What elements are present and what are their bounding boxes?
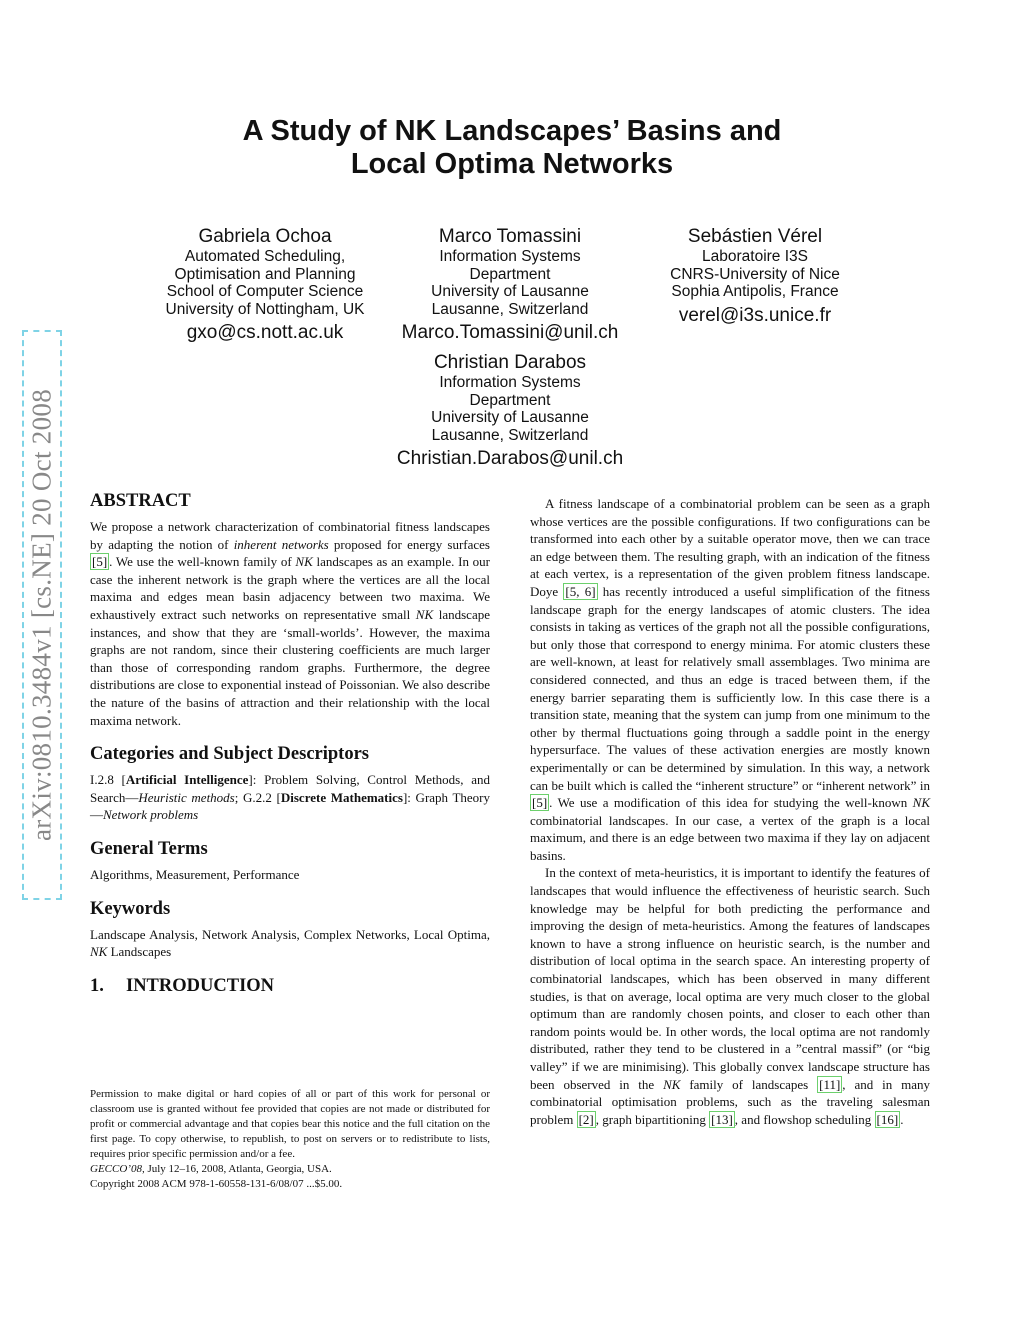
- abstract-section: [90, 490, 490, 729]
- author-email: gxo@cs.nott.ac.uk: [186, 322, 344, 344]
- author-affiliation: Department: [469, 265, 551, 283]
- author-affiliation: University of Lausanne: [431, 283, 589, 301]
- introduction-heading: [90, 975, 490, 997]
- author-name: Gabriela Ochoa: [198, 226, 332, 247]
- right-column: [530, 495, 930, 1128]
- author-affiliation: Lausanne, Switzerland: [431, 300, 589, 318]
- keywords-text: Landscape Analysis, Network Analysis, Complex Networks, Local Optima, NK Landscapes: [90, 926, 490, 960]
- categories-text: I.2.8 [Artificial Intelligence]: Problem Solving, Control Methods, and Search—Heuristic methods; G.2.2 [Discrete Mathematics]: Graph Theory—Network problems: [90, 772, 490, 823]
- permission-notice: [90, 1087, 490, 1192]
- citation-link[interactable]: [5]: [532, 795, 548, 811]
- title-line-2: Local Optima Networks: [350, 148, 674, 180]
- author-affiliation: Sophia Antipolis, France: [671, 283, 839, 301]
- author-block-verel: [640, 226, 870, 327]
- permission-text: Permission to make digital or hard copies of all or part of this work for personal or classroom use is granted without fee provided that copies are not made or distributed for profit or commercial advantage and that copies bear this notice and the full citation on the first page. To copy otherwise, to republish, to post on servers or to redistribute to lists, requires prior specific permission and/or a fee.: [90, 1088, 490, 1160]
- conference-info: GECCO’08, July 12–16, 2008, Atlanta, Georgia, USA.: [90, 1163, 332, 1175]
- author-affiliation: University of Lausanne: [431, 409, 589, 427]
- author-name: Sebástien Vérel: [687, 226, 823, 247]
- intro-paragraph-1: A fitness landscape of a combinatorial problem can be seen as a graph whose vertices are the possible configurations. If two configurations can be transformed into each other by a suitable operator move, then we can trace an edge between them. The resulting graph, with an indication of the fitness at each vertex, is a representation of the given problem fitness landscape. Doye [5, 6] has recently introduced a useful simplification of the fitness landscape graph for the energy landscapes of atomic clusters. The idea consists in taking as vertices of the graph not all the possible configurations, but only those that correspond to energy minima. For atomic clusters these are well-known, at least for relatively small assemblages. Two minima are considered connected, and thus an edge is traced between them, if the energy barrier separating them is sufficiently low. In this case there is a transition state, meaning that the system can jump from one minimum to the other by thermal fluctuations going through a saddle point in the energy hypersurface. The values of these activation energies are mostly known experimentally or can be determined by simulation. In this way, a network can be built which is called the “inherent structure” or “inherent network” in [5] . We use a modification of this idea for studying the well-known NK combinatorial landscapes. In our case, a vertex of the graph is a local maximum, and there is an edge between two maxima if they lay on adjacent basins.: [530, 496, 930, 863]
- author-block-tomassini: [390, 226, 630, 344]
- general-terms-text: Algorithms, Measurement, Performance: [90, 866, 300, 882]
- citation-link[interactable]: [2]: [578, 1111, 594, 1127]
- arxiv-identifier-stamp[interactable]: [22, 330, 62, 900]
- keywords-heading: Keywords: [90, 898, 171, 919]
- author-affiliation: School of Computer Science: [166, 283, 364, 301]
- author-affiliation: Information Systems: [439, 248, 581, 265]
- section-number: 1.: [90, 975, 104, 996]
- title-line-1: A Study of NK Landscapes’ Basins and: [242, 115, 782, 147]
- author-email: Christian.Darabos@unil.ch: [396, 448, 624, 470]
- author-affiliation: Optimisation and Planning: [174, 265, 356, 283]
- author-name: Marco Tomassini: [438, 226, 582, 247]
- citation-link[interactable]: [5]: [92, 554, 108, 570]
- categories-section: [90, 743, 490, 824]
- arxiv-identifier: arXiv:0810.3484v1 [cs.NE] 20 Oct 2008: [26, 388, 57, 842]
- author-affiliation: Laboratoire I3S: [702, 248, 808, 265]
- left-column: [90, 490, 490, 1003]
- author-affiliation: Information Systems: [439, 374, 581, 391]
- author-affiliation: University of Nottingham, UK: [165, 300, 365, 318]
- paper-title: [0, 115, 1024, 181]
- author-affiliation: Lausanne, Switzerland: [431, 426, 589, 444]
- intro-paragraph-2: In the context of meta-heuristics, it is important to identify the features of landscapes that would influence the effectiveness of heuristic search. Such knowledge may be helpful for both predicting the performance and improving the design of meta-heuristics. Among the features of landscapes known to have a strong influence on heuristic search, is the number and distribution of local optima in the search space. An interesting property of combinatorial landscapes, which has been observed in many different studies, is that on average, local optima are very much closer to the global optimum than are randomly chosen points, and closer to each other than random points would be. In other words, the local optima are not randomly distributed, rather they tend to be clustered in a ”central massif” (or “big valley” if we are minimising). This globally convex landscape structure has been observed in the NK family of landscapes [11] , and in many combinatorial optimisation problems, such as the traveling salesman problem [2] , graph bipartitioning [13] , and flowshop scheduling [16] .: [530, 865, 931, 1127]
- citation-link[interactable]: [13]: [711, 1111, 733, 1127]
- citation-link[interactable]: [11]: [819, 1076, 841, 1092]
- author-affiliation: Department: [469, 391, 551, 409]
- author-affiliation: Automated Scheduling,: [184, 248, 346, 265]
- author-email: Marco.Tomassini@unil.ch: [401, 322, 619, 344]
- general-terms-section: [90, 838, 490, 884]
- author-email: verel@i3s.unice.fr: [678, 304, 832, 326]
- abstract-text: We propose a network characterization of combinatorial fitness landscapes by adapting the notion of inherent networks proposed for energy surfaces [5] . We use the well-known family of NK landscapes as an example. In our case the inherent network is the graph where the vertices are all the local maxima and edges mean basin adjacency between two maxima. We exhaustively extract such networks on representative small NK landscape instances, and show that they are ‘small-worlds’. However, the maxima graphs are not random, since their clustering coefficients are much larger than those of corresponding random graphs. Furthermore, the degree distributions are close to exponential instead of Poissonian. We also describe the nature of the basins of attraction and their relationship with the local maxima network.: [90, 519, 491, 728]
- abstract-heading: ABSTRACT: [90, 491, 191, 511]
- copyright-line: Copyright 2008 ACM 978-1-60558-131-6/08/07 ...$5.00.: [90, 1178, 343, 1190]
- general-terms-heading: General Terms: [90, 838, 208, 859]
- author-name: Christian Darabos: [433, 352, 587, 373]
- section-title: INTRODUCTION: [126, 975, 275, 996]
- citation-link[interactable]: [5, 6]: [565, 583, 596, 599]
- author-affiliation: CNRS-University of Nice: [670, 265, 840, 283]
- categories-heading: Categories and Subject Descriptors: [90, 744, 369, 765]
- author-block-ochoa: [150, 226, 380, 344]
- keywords-section: [90, 898, 490, 961]
- citation-link[interactable]: [16]: [876, 1111, 899, 1127]
- author-block-darabos: [390, 352, 630, 470]
